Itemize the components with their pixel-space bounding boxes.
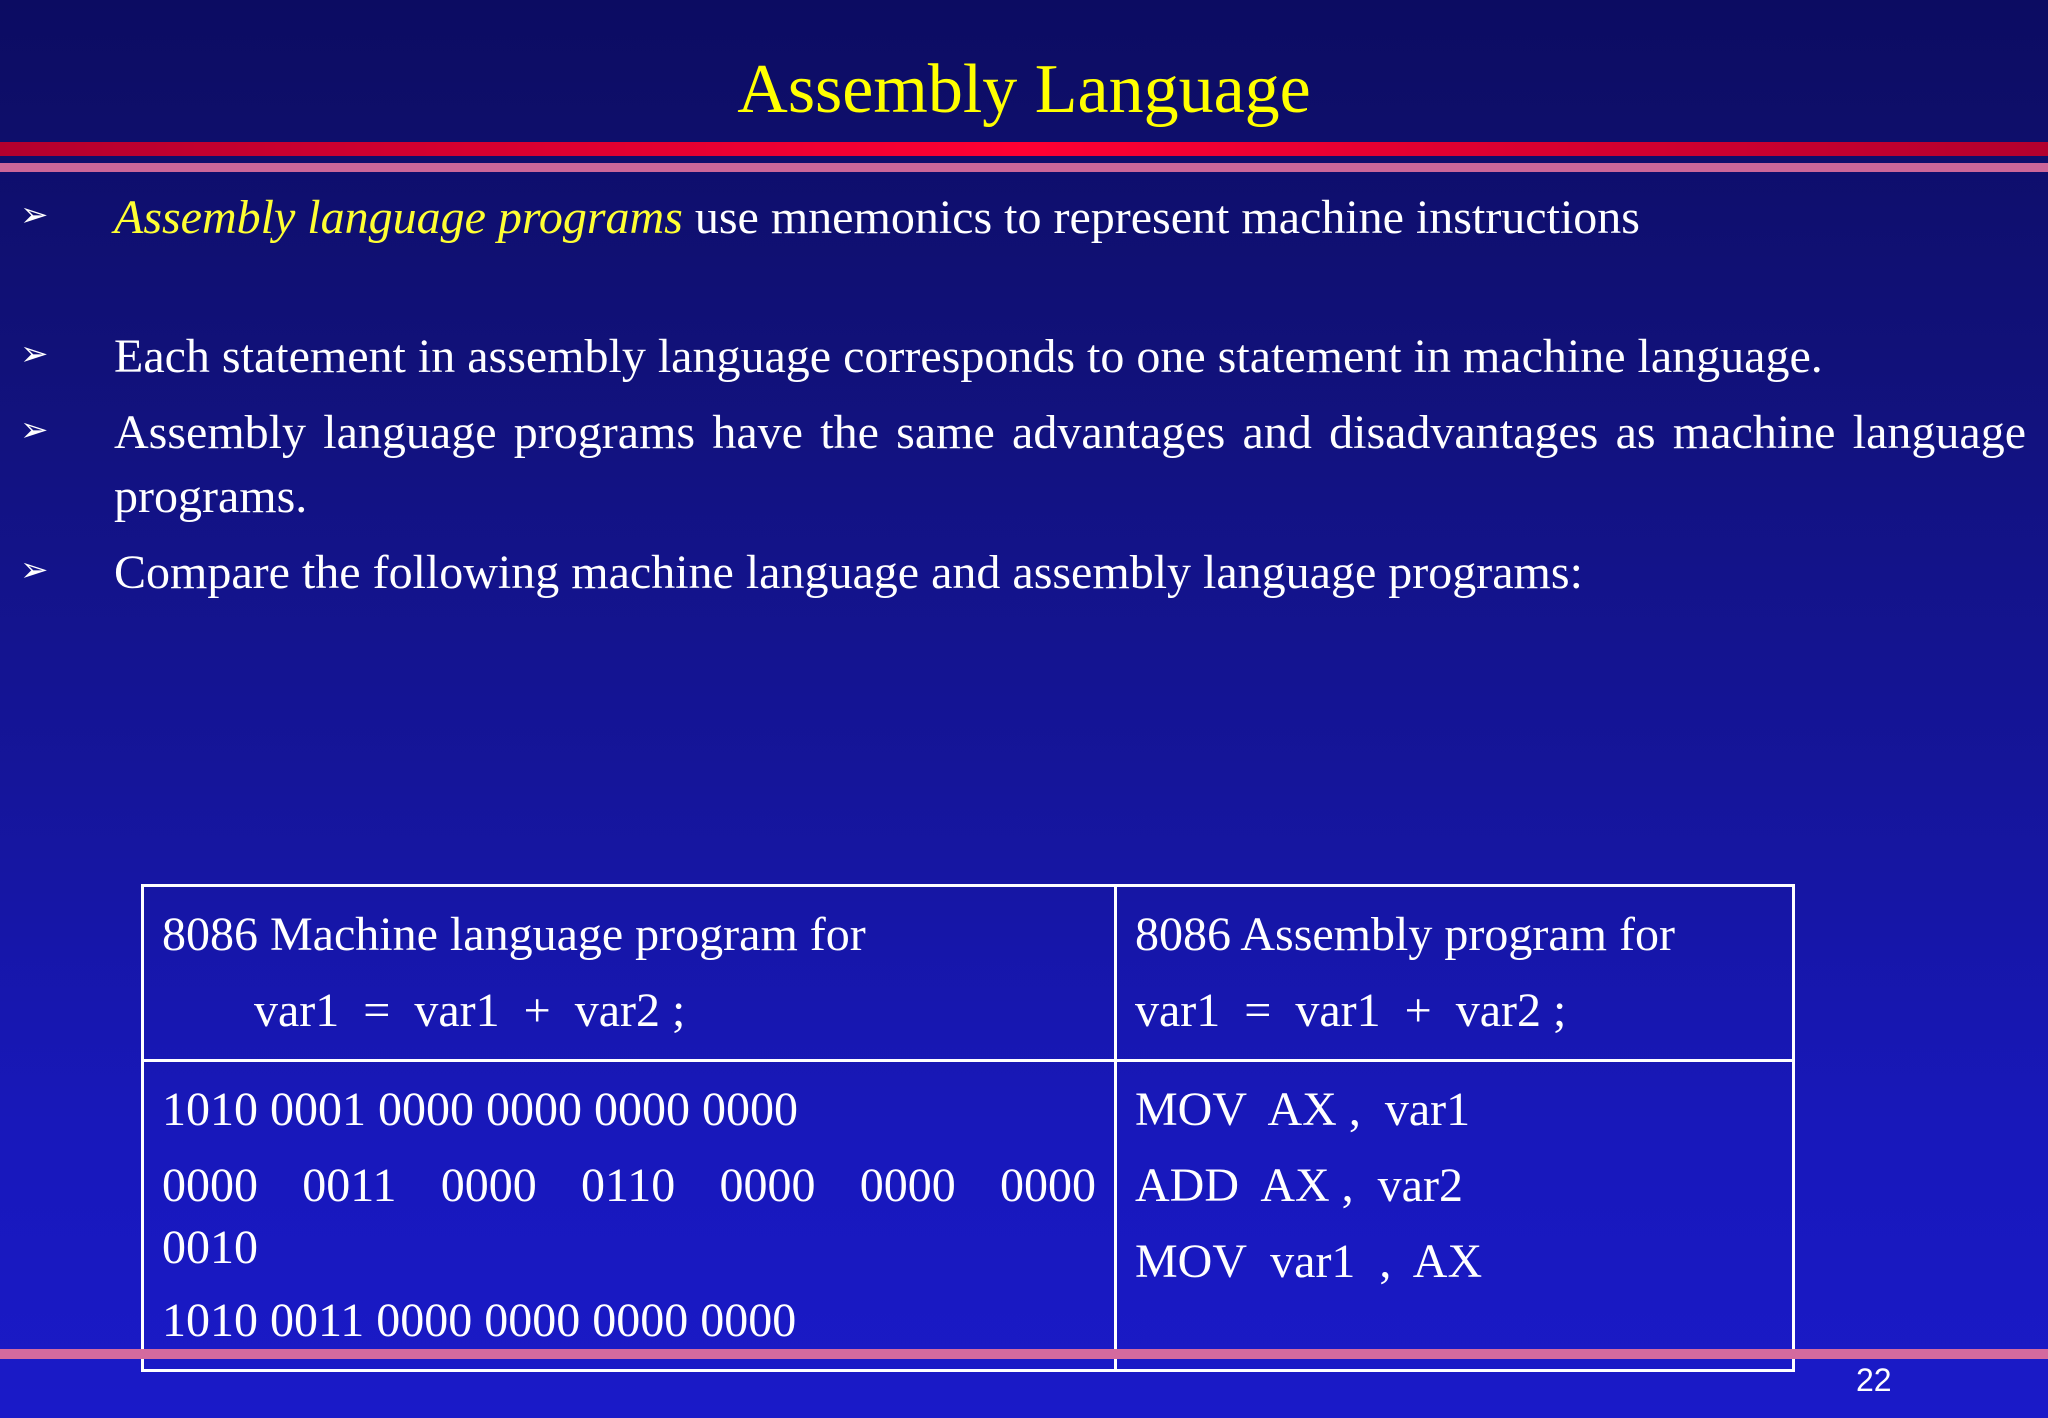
- code-line: 1010 0001 0000 0000 0000 0000: [162, 1083, 798, 1136]
- machine-code-cell: [143, 1061, 1116, 1371]
- header-machine-language: [143, 886, 1116, 1061]
- header-line: 8086 Machine language program for: [162, 908, 866, 961]
- bullet-text-rest: use mnemonics to represent machine instructions: [682, 191, 1640, 244]
- bullet-marker-3: ➢: [20, 410, 49, 450]
- bullet-text-3: Assembly language programs have the same advantages and disadvantages as machine language programs.: [114, 406, 2026, 523]
- footer-divider: [0, 1349, 2048, 1359]
- slide-title: Assembly Language: [737, 51, 1311, 128]
- table-body-row: [143, 1061, 1794, 1371]
- header-line: var1 = var1 + var2 ;: [1135, 984, 1567, 1037]
- bullet-marker-1: ➢: [20, 195, 49, 235]
- bullet-text-1: [114, 186, 1640, 250]
- header-assembly: [1116, 886, 1794, 1061]
- bullet-marker-4: ➢: [20, 550, 49, 590]
- code-line: 0000 0011 0000 0110 0000 0000 0000 0010: [162, 1159, 1096, 1274]
- code-line: 1010 0011 0000 0000 0000 0000: [162, 1294, 797, 1347]
- assembly-code-cell: [1116, 1061, 1794, 1371]
- header-line: 8086 Assembly program for: [1135, 908, 1675, 961]
- title-divider-pink: [0, 163, 2048, 172]
- title-divider-red: [0, 142, 2048, 156]
- code-line: MOV var1 , AX: [1135, 1235, 1483, 1288]
- bullet-text-2: Each statement in assembly language corresponds to one statement in machine language.: [114, 330, 1823, 383]
- comparison-table: [141, 884, 1795, 1372]
- code-line: ADD AX , var2: [1135, 1159, 1463, 1212]
- table-header-row: [143, 886, 1794, 1061]
- bullet-text-4: Compare the following machine language and assembly language programs:: [114, 546, 1583, 599]
- header-line: var1 = var1 + var2 ;: [254, 984, 686, 1037]
- bullet-marker-2: ➢: [20, 334, 49, 374]
- page-number: 22: [1856, 1362, 1892, 1398]
- bullet-emphasis: Assembly language programs: [114, 191, 683, 244]
- code-line: MOV AX , var1: [1135, 1083, 1471, 1136]
